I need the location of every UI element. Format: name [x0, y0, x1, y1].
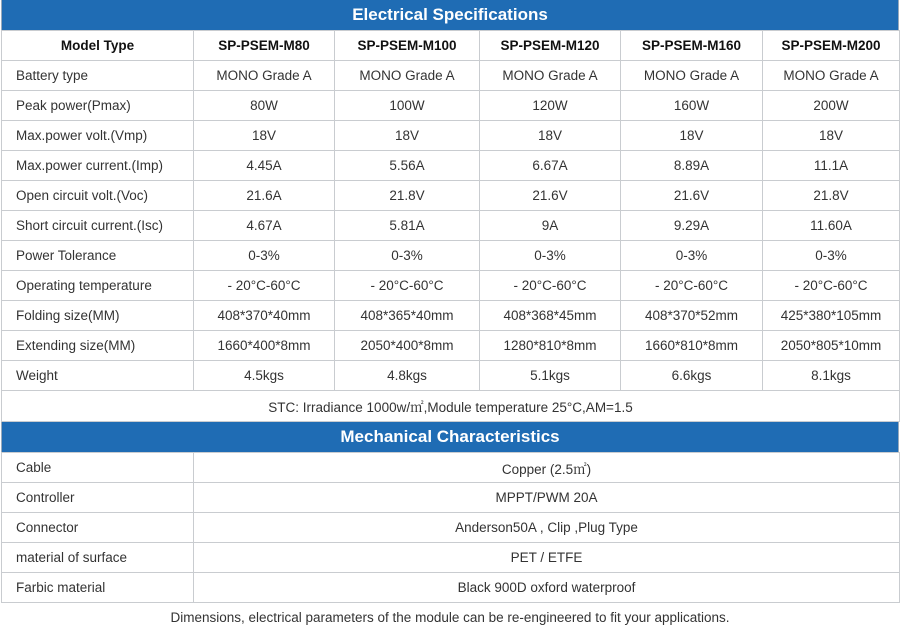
row-label: Peak power(Pmax) — [2, 91, 194, 121]
cell-value: 9A — [480, 211, 621, 241]
mechanical-characteristics-body — [2, 453, 900, 603]
cell-value: - 20°C-60°C — [335, 271, 480, 301]
table-row — [2, 211, 900, 241]
header-model: SP-PSEM-M200 — [763, 31, 900, 61]
cell-value: 21.8V — [763, 181, 900, 211]
table-row — [2, 543, 900, 573]
cell-value: PET / ETFE — [194, 543, 900, 573]
cell-value: 5.1kgs — [480, 361, 621, 391]
row-label: Operating temperature — [2, 271, 194, 301]
table-row — [2, 121, 900, 151]
header-model: SP-PSEM-M160 — [621, 31, 763, 61]
table-row — [2, 91, 900, 121]
row-label: Connector — [2, 513, 194, 543]
cell-value: 18V — [763, 121, 900, 151]
cell-value: 200W — [763, 91, 900, 121]
row-label: Short circuit current.(Isc) — [2, 211, 194, 241]
table-row — [2, 331, 900, 361]
table-row — [2, 513, 900, 543]
cell-value: 408*370*40mm — [194, 301, 335, 331]
cell-value: 0-3% — [335, 241, 480, 271]
cell-value: 4.8kgs — [335, 361, 480, 391]
cell-value: 80W — [194, 91, 335, 121]
cell-value: 21.6V — [480, 181, 621, 211]
mechanical-characteristics-title: Mechanical Characteristics — [1, 422, 899, 452]
cell-value: 8.89A — [621, 151, 763, 181]
cell-value: 408*365*40mm — [335, 301, 480, 331]
table-row — [2, 361, 900, 391]
row-label: Cable — [2, 453, 194, 483]
cell-value: 4.45A — [194, 151, 335, 181]
cell-value: 1660*400*8mm — [194, 331, 335, 361]
cell-value: 18V — [621, 121, 763, 151]
cell-value: 0-3% — [763, 241, 900, 271]
cell-value: - 20°C-60°C — [621, 271, 763, 301]
row-label: Controller — [2, 483, 194, 513]
table-row — [2, 181, 900, 211]
row-label: Power Tolerance — [2, 241, 194, 271]
cell-value: Anderson50A , Clip ,Plug Type — [194, 513, 900, 543]
cell-value: 6.6kgs — [621, 361, 763, 391]
spec-sheet — [1, 0, 899, 633]
cell-value: 1280*810*8mm — [480, 331, 621, 361]
cell-value: 21.6V — [621, 181, 763, 211]
row-label: material of surface — [2, 543, 194, 573]
cell-value: 2050*805*10mm — [763, 331, 900, 361]
table-row — [2, 573, 900, 603]
cell-value: MONO Grade A — [763, 61, 900, 91]
footer-note: Dimensions, electrical parameters of the module can be re-engineered to fit your applications. — [170, 610, 730, 625]
cell-value: 4.5kgs — [194, 361, 335, 391]
cell-value: Copper (2.5㎡) — [194, 453, 900, 483]
cell-value: 4.67A — [194, 211, 335, 241]
cell-value: MONO Grade A — [335, 61, 480, 91]
row-label: Folding size(MM) — [2, 301, 194, 331]
header-model: SP-PSEM-M80 — [194, 31, 335, 61]
cell-value: 5.56A — [335, 151, 480, 181]
row-label: Max.power volt.(Vmp) — [2, 121, 194, 151]
cell-value: - 20°C-60°C — [480, 271, 621, 301]
row-label: Extending size(MM) — [2, 331, 194, 361]
cell-value: 5.81A — [335, 211, 480, 241]
cell-value: 8.1kgs — [763, 361, 900, 391]
cell-value: 408*368*45mm — [480, 301, 621, 331]
cell-value: 21.8V — [335, 181, 480, 211]
cell-value: 1660*810*8mm — [621, 331, 763, 361]
row-label: Open circuit volt.(Voc) — [2, 181, 194, 211]
cell-value: MPPT/PWM 20A — [194, 483, 900, 513]
cell-value: MONO Grade A — [194, 61, 335, 91]
table-row — [2, 151, 900, 181]
cell-value: 0-3% — [194, 241, 335, 271]
cell-value: 21.6A — [194, 181, 335, 211]
table-row — [2, 241, 900, 271]
cell-value: 18V — [480, 121, 621, 151]
cell-value: 408*370*52mm — [621, 301, 763, 331]
electrical-spec-body — [2, 31, 900, 422]
electrical-spec-table — [1, 30, 900, 422]
header-model: SP-PSEM-M100 — [335, 31, 480, 61]
table-row — [2, 271, 900, 301]
cell-value: MONO Grade A — [480, 61, 621, 91]
cell-value: MONO Grade A — [621, 61, 763, 91]
header-row — [2, 31, 900, 61]
mechanical-characteristics-table — [1, 452, 900, 603]
table-row — [2, 61, 900, 91]
stc-note: STC: Irradiance 1000w/㎡,Module temperature 25°C,AM=1.5 — [2, 391, 900, 422]
electrical-specifications-title: Electrical Specifications — [1, 0, 899, 30]
cell-value: 18V — [335, 121, 480, 151]
cell-value: 2050*400*8mm — [335, 331, 480, 361]
cell-value: - 20°C-60°C — [763, 271, 900, 301]
cell-value: 18V — [194, 121, 335, 151]
stc-note-row — [2, 391, 900, 422]
cell-value: 0-3% — [480, 241, 621, 271]
cell-value: 11.1A — [763, 151, 900, 181]
cell-value: Black 900D oxford waterproof — [194, 573, 900, 603]
header-model: SP-PSEM-M120 — [480, 31, 621, 61]
cell-value: 11.60A — [763, 211, 900, 241]
cell-value: 120W — [480, 91, 621, 121]
cell-value: 9.29A — [621, 211, 763, 241]
cell-value: 100W — [335, 91, 480, 121]
cell-value: 160W — [621, 91, 763, 121]
row-label: Max.power current.(Imp) — [2, 151, 194, 181]
table-row — [2, 483, 900, 513]
cell-value: 6.67A — [480, 151, 621, 181]
row-label: Weight — [2, 361, 194, 391]
cell-value: 0-3% — [621, 241, 763, 271]
header-model-type: Model Type — [2, 31, 194, 61]
cell-value: - 20°C-60°C — [194, 271, 335, 301]
table-row — [2, 301, 900, 331]
row-label: Battery type — [2, 61, 194, 91]
cell-value: 425*380*105mm — [763, 301, 900, 331]
row-label: Farbic material — [2, 573, 194, 603]
table-row — [2, 453, 900, 483]
